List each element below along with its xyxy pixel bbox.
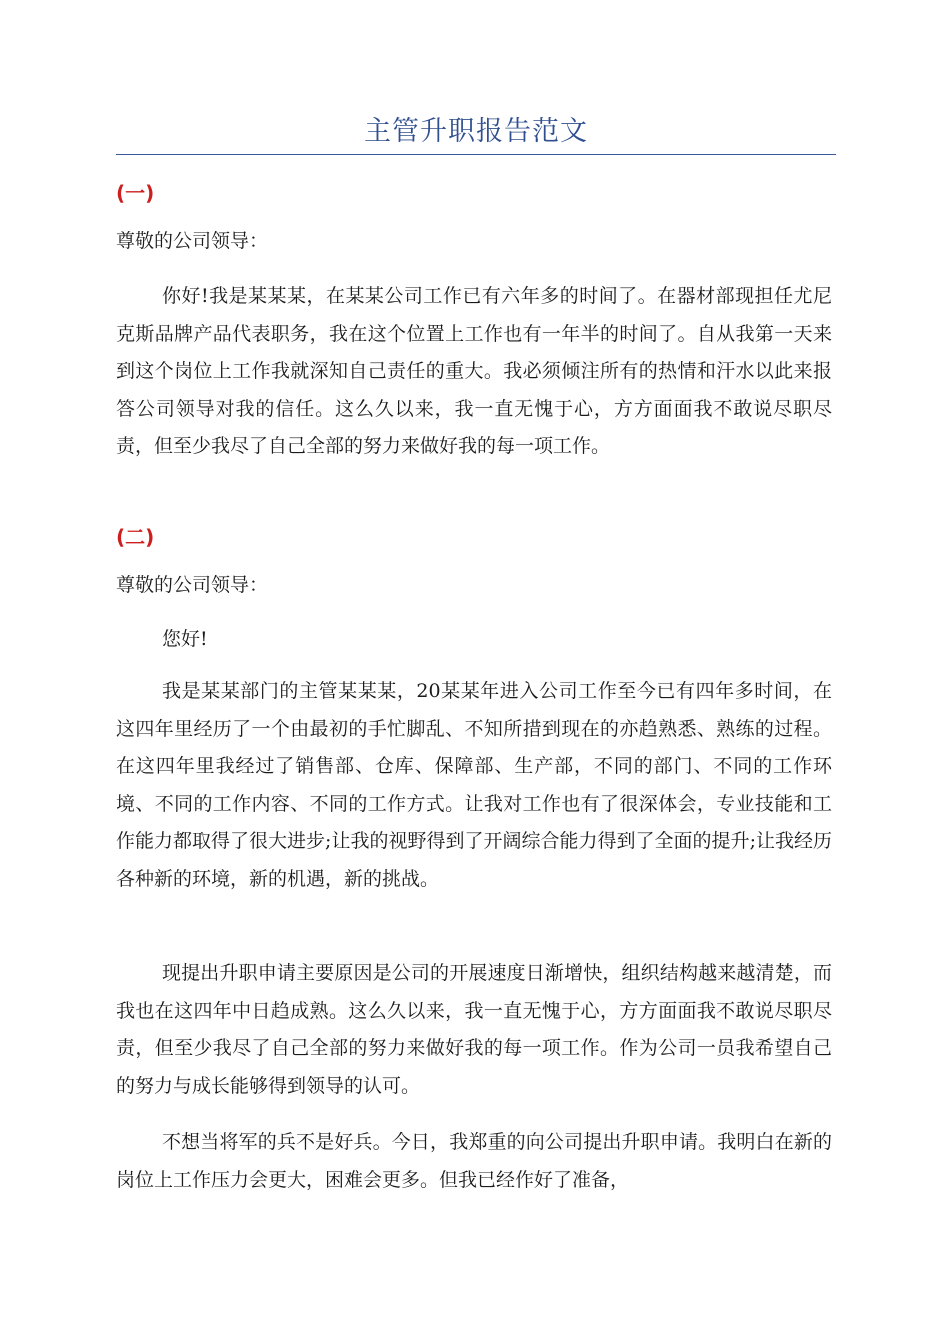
salutation-2: 尊敬的公司领导：: [116, 574, 269, 596]
paragraph: 不想当将军的兵不是好兵。今日，我郑重的向公司提出升职申请。我明白在新的岗位上工作压力会更大，困难会更多。但我已经作好了准备，: [116, 1131, 832, 1191]
paragraph: 我是某某部门的主管某某某，20某某年进入公司工作至今已有四年多时间，在这四年里经历了一个由最初的手忙脚乱、不知所措到现在的亦趋熟悉、熟练的过程。在这四年里我经过了销售部、仓库、保障部、生产部，不同的部门、不同的工作环境、不同的工作内容、不同的工作方式。让我对工作也有了很深体会，专业技能和工作能力都取得了很大进步;让我的视野得到了开阔综合能力得到了全面的提升;让我经历各种新的环境，新的机遇，新的挑战。: [116, 680, 832, 890]
section-heading-2: (二): [116, 525, 155, 549]
paragraph: 你好!我是某某某，在某某公司工作已有六年多的时间了。在器材部现担任尤尼克斯品牌产品代表职务，我在这个位置上工作也有一年半的时间了。自从我第一天来到这个岗位上工作我就深知自己责任的重大。我必须倾注所有的热情和汗水以此来报答公司领导对我的信任。这么久以来，我一直无愧于心，方方面面我不敢说尽职尽责，但至少我尽了自己全部的努力来做好我的每一项工作。: [116, 285, 832, 457]
title-divider: [116, 154, 836, 155]
paragraph: 现提出升职申请主要原因是公司的开展速度日渐增快，组织结构越来越清楚，而我也在这四年中日趋成熟。这么久以来，我一直无愧于心，方方面面我不敢说尽职尽责，但至少我尽了自己全部的努力来做好我的每一项工作。作为公司一员我希望自己的努力与成长能够得到领导的认可。: [116, 962, 832, 1097]
paragraph: 您好!: [162, 628, 208, 650]
section-heading-1: (一): [116, 181, 155, 205]
page-title: 主管升职报告范文: [364, 116, 588, 147]
salutation-1: 尊敬的公司领导：: [116, 230, 269, 252]
